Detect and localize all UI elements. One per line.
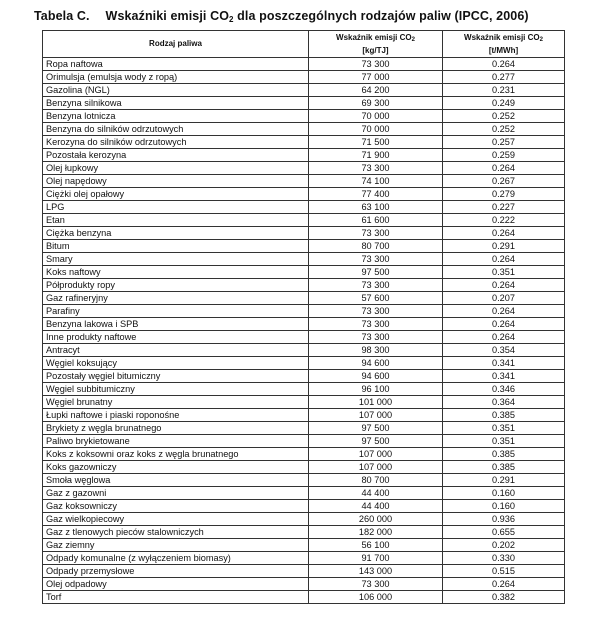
emission-t-mwh-cell: 0.259 — [443, 149, 565, 162]
emission-kg-tj-cell: 80 700 — [309, 240, 443, 253]
fuel-name-cell: Węgiel subbitumiczny — [43, 383, 309, 396]
table-row — [43, 331, 565, 344]
emission-t-mwh-cell: 0.341 — [443, 370, 565, 383]
emission-kg-tj-cell: 182 000 — [309, 526, 443, 539]
table-row — [43, 578, 565, 591]
fuel-name-cell: Smoła węglowa — [43, 474, 309, 487]
emission-kg-tj-cell: 107 000 — [309, 448, 443, 461]
emission-kg-tj-cell: 71 500 — [309, 136, 443, 149]
header-fuel-type: Rodzaj paliwa — [43, 31, 309, 58]
emission-kg-tj-cell: 91 700 — [309, 552, 443, 565]
emission-kg-tj-cell: 77 000 — [309, 71, 443, 84]
table-row — [43, 318, 565, 331]
fuel-name-cell: Benzyna lotnicza — [43, 110, 309, 123]
emission-t-mwh-cell: 0.351 — [443, 266, 565, 279]
table-row — [43, 305, 565, 318]
fuel-name-cell: Torf — [43, 591, 309, 604]
fuel-name-cell: Etan — [43, 214, 309, 227]
emission-t-mwh-cell: 0.227 — [443, 201, 565, 214]
fuel-name-cell: Antracyt — [43, 344, 309, 357]
emission-kg-tj-cell: 73 300 — [309, 253, 443, 266]
emission-kg-tj-cell: 77 400 — [309, 188, 443, 201]
fuel-name-cell: Gazolina (NGL) — [43, 84, 309, 97]
table-title — [34, 9, 529, 24]
emission-kg-tj-cell: 44 400 — [309, 487, 443, 500]
emission-t-mwh-cell: 0.207 — [443, 292, 565, 305]
table-row — [43, 188, 565, 201]
fuel-name-cell: Łupki naftowe i piaski roponośne — [43, 409, 309, 422]
emission-t-mwh-cell: 0.202 — [443, 539, 565, 552]
table-label: Tabela C. — [34, 9, 90, 23]
emission-t-mwh-cell: 0.291 — [443, 474, 565, 487]
emission-kg-tj-cell: 96 100 — [309, 383, 443, 396]
header-emission-kg-tj: Wskaźnik emisji $CO_2$ [kg/TJ] — [309, 31, 443, 58]
table-row — [43, 565, 565, 578]
emission-t-mwh-cell: 0.257 — [443, 136, 565, 149]
table-row — [43, 123, 565, 136]
emission-t-mwh-cell: 0.330 — [443, 552, 565, 565]
emission-kg-tj-cell: 260 000 — [309, 513, 443, 526]
table-row — [43, 474, 565, 487]
fuel-name-cell: Odpady przemysłowe — [43, 565, 309, 578]
fuel-name-cell: Gaz ziemny — [43, 539, 309, 552]
emission-kg-tj-cell: 106 000 — [309, 591, 443, 604]
title-text: Wskaźniki emisji $CO_2$ dla poszczególnych rodzajów paliw (IPCC, 2006) — [105, 9, 529, 24]
emission-kg-tj-cell: 74 100 — [309, 175, 443, 188]
fuel-name-cell: Kerozyna do silników odrzutowych — [43, 136, 309, 149]
table-row — [43, 97, 565, 110]
emission-t-mwh-cell: 0.264 — [443, 58, 565, 71]
emission-factors-table — [42, 30, 565, 604]
emission-t-mwh-cell: 0.351 — [443, 435, 565, 448]
table-row — [43, 149, 565, 162]
table-row — [43, 409, 565, 422]
emission-t-mwh-cell: 0.655 — [443, 526, 565, 539]
fuel-name-cell: Olej odpadowy — [43, 578, 309, 591]
emission-t-mwh-cell: 0.341 — [443, 357, 565, 370]
table-row — [43, 500, 565, 513]
emission-kg-tj-cell: 70 000 — [309, 123, 443, 136]
emission-kg-tj-cell: 70 000 — [309, 110, 443, 123]
emission-t-mwh-cell: 0.222 — [443, 214, 565, 227]
table-row — [43, 136, 565, 149]
table-row — [43, 253, 565, 266]
emission-kg-tj-cell: 56 100 — [309, 539, 443, 552]
table-row — [43, 435, 565, 448]
table-row — [43, 344, 565, 357]
fuel-name-cell: Olej napędowy — [43, 175, 309, 188]
header-row — [43, 31, 565, 58]
fuel-name-cell: Benzyna do silników odrzutowych — [43, 123, 309, 136]
table-row — [43, 227, 565, 240]
emission-t-mwh-cell: 0.351 — [443, 422, 565, 435]
fuel-name-cell: Gaz wielkopiecowy — [43, 513, 309, 526]
fuel-name-cell: Gaz z gazowni — [43, 487, 309, 500]
emission-t-mwh-cell: 0.382 — [443, 591, 565, 604]
emission-t-mwh-cell: 0.249 — [443, 97, 565, 110]
emission-kg-tj-cell: 107 000 — [309, 461, 443, 474]
fuel-name-cell: Odpady komunalne (z wyłączeniem biomasy) — [43, 552, 309, 565]
table-row — [43, 448, 565, 461]
emission-kg-tj-cell: 73 300 — [309, 578, 443, 591]
emission-kg-tj-cell: 63 100 — [309, 201, 443, 214]
emission-t-mwh-cell: 0.231 — [443, 84, 565, 97]
table-row — [43, 110, 565, 123]
table-row — [43, 58, 565, 71]
emission-t-mwh-cell: 0.264 — [443, 331, 565, 344]
fuel-name-cell: Orimulsja (emulsja wody z ropą) — [43, 71, 309, 84]
emission-kg-tj-cell: 73 300 — [309, 305, 443, 318]
emission-t-mwh-cell: 0.385 — [443, 409, 565, 422]
table-row — [43, 552, 565, 565]
emission-t-mwh-cell: 0.291 — [443, 240, 565, 253]
emission-kg-tj-cell: 101 000 — [309, 396, 443, 409]
fuel-name-cell: Benzyna lakowa i SPB — [43, 318, 309, 331]
emission-kg-tj-cell: 97 500 — [309, 266, 443, 279]
table-row — [43, 84, 565, 97]
emission-t-mwh-cell: 0.515 — [443, 565, 565, 578]
emission-t-mwh-cell: 0.364 — [443, 396, 565, 409]
fuel-name-cell: Gaz koksowniczy — [43, 500, 309, 513]
emission-t-mwh-cell: 0.267 — [443, 175, 565, 188]
fuel-name-cell: Parafiny — [43, 305, 309, 318]
emission-t-mwh-cell: 0.264 — [443, 162, 565, 175]
table-row — [43, 266, 565, 279]
emission-kg-tj-cell: 73 300 — [309, 318, 443, 331]
fuel-name-cell: Gaz z tlenowych pieców stalowniczych — [43, 526, 309, 539]
fuel-name-cell: Koks z koksowni oraz koks z węgla brunatnego — [43, 448, 309, 461]
table-row — [43, 461, 565, 474]
emission-t-mwh-cell: 0.346 — [443, 383, 565, 396]
emission-t-mwh-cell: 0.936 — [443, 513, 565, 526]
table-row — [43, 422, 565, 435]
emission-kg-tj-cell: 57 600 — [309, 292, 443, 305]
emission-kg-tj-cell: 61 600 — [309, 214, 443, 227]
fuel-name-cell: LPG — [43, 201, 309, 214]
emission-t-mwh-cell: 0.385 — [443, 448, 565, 461]
table-body — [43, 58, 565, 604]
emission-kg-tj-cell: 69 300 — [309, 97, 443, 110]
table-row — [43, 240, 565, 253]
fuel-name-cell: Pozostały węgiel bitumiczny — [43, 370, 309, 383]
emission-kg-tj-cell: 73 300 — [309, 227, 443, 240]
fuel-name-cell: Bitum — [43, 240, 309, 253]
table-row — [43, 370, 565, 383]
table-row — [43, 292, 565, 305]
emission-t-mwh-cell: 0.385 — [443, 461, 565, 474]
fuel-name-cell: Olej łupkowy — [43, 162, 309, 175]
table-row — [43, 162, 565, 175]
emission-t-mwh-cell: 0.277 — [443, 71, 565, 84]
header-emission-t-mwh: Wskaźnik emisji $CO_2$ [t/MWh] — [443, 31, 565, 58]
emission-kg-tj-cell: 80 700 — [309, 474, 443, 487]
fuel-name-cell: Ropa naftowa — [43, 58, 309, 71]
table-row — [43, 591, 565, 604]
emission-kg-tj-cell: 94 600 — [309, 357, 443, 370]
emission-t-mwh-cell: 0.354 — [443, 344, 565, 357]
emission-kg-tj-cell: 97 500 — [309, 422, 443, 435]
emission-kg-tj-cell: 143 000 — [309, 565, 443, 578]
table-row — [43, 513, 565, 526]
emission-kg-tj-cell: 98 300 — [309, 344, 443, 357]
table-row — [43, 396, 565, 409]
table-row — [43, 539, 565, 552]
fuel-name-cell: Ciężki olej opałowy — [43, 188, 309, 201]
emission-t-mwh-cell: 0.160 — [443, 500, 565, 513]
emission-kg-tj-cell: 44 400 — [309, 500, 443, 513]
table-row — [43, 214, 565, 227]
emission-t-mwh-cell: 0.252 — [443, 123, 565, 136]
fuel-name-cell: Brykiety z węgla brunatnego — [43, 422, 309, 435]
emission-t-mwh-cell: 0.264 — [443, 279, 565, 292]
fuel-name-cell: Półprodukty ropy — [43, 279, 309, 292]
emission-kg-tj-cell: 71 900 — [309, 149, 443, 162]
emission-t-mwh-cell: 0.252 — [443, 110, 565, 123]
table-row — [43, 383, 565, 396]
emission-t-mwh-cell: 0.279 — [443, 188, 565, 201]
emission-kg-tj-cell: 73 300 — [309, 279, 443, 292]
emission-t-mwh-cell: 0.160 — [443, 487, 565, 500]
table-row — [43, 526, 565, 539]
fuel-name-cell: Koks gazowniczy — [43, 461, 309, 474]
table-row — [43, 175, 565, 188]
emission-kg-tj-cell: 94 600 — [309, 370, 443, 383]
fuel-name-cell: Benzyna silnikowa — [43, 97, 309, 110]
fuel-name-cell: Inne produkty naftowe — [43, 331, 309, 344]
fuel-name-cell: Ciężka benzyna — [43, 227, 309, 240]
table-row — [43, 279, 565, 292]
emission-t-mwh-cell: 0.264 — [443, 227, 565, 240]
emission-t-mwh-cell: 0.264 — [443, 253, 565, 266]
fuel-name-cell: Paliwo brykietowane — [43, 435, 309, 448]
table-row — [43, 487, 565, 500]
fuel-name-cell: Węgiel brunatny — [43, 396, 309, 409]
fuel-name-cell: Pozostała kerozyna — [43, 149, 309, 162]
fuel-name-cell: Gaz rafineryjny — [43, 292, 309, 305]
table-row — [43, 71, 565, 84]
fuel-name-cell: Smary — [43, 253, 309, 266]
table-row — [43, 357, 565, 370]
emission-t-mwh-cell: 0.264 — [443, 318, 565, 331]
emission-kg-tj-cell: 73 300 — [309, 58, 443, 71]
fuel-name-cell: Koks naftowy — [43, 266, 309, 279]
emission-t-mwh-cell: 0.264 — [443, 578, 565, 591]
fuel-name-cell: Węgiel koksujący — [43, 357, 309, 370]
emission-kg-tj-cell: 64 200 — [309, 84, 443, 97]
emission-kg-tj-cell: 73 300 — [309, 162, 443, 175]
emission-kg-tj-cell: 97 500 — [309, 435, 443, 448]
emission-t-mwh-cell: 0.264 — [443, 305, 565, 318]
emission-kg-tj-cell: 107 000 — [309, 409, 443, 422]
emission-kg-tj-cell: 73 300 — [309, 331, 443, 344]
table-row — [43, 201, 565, 214]
